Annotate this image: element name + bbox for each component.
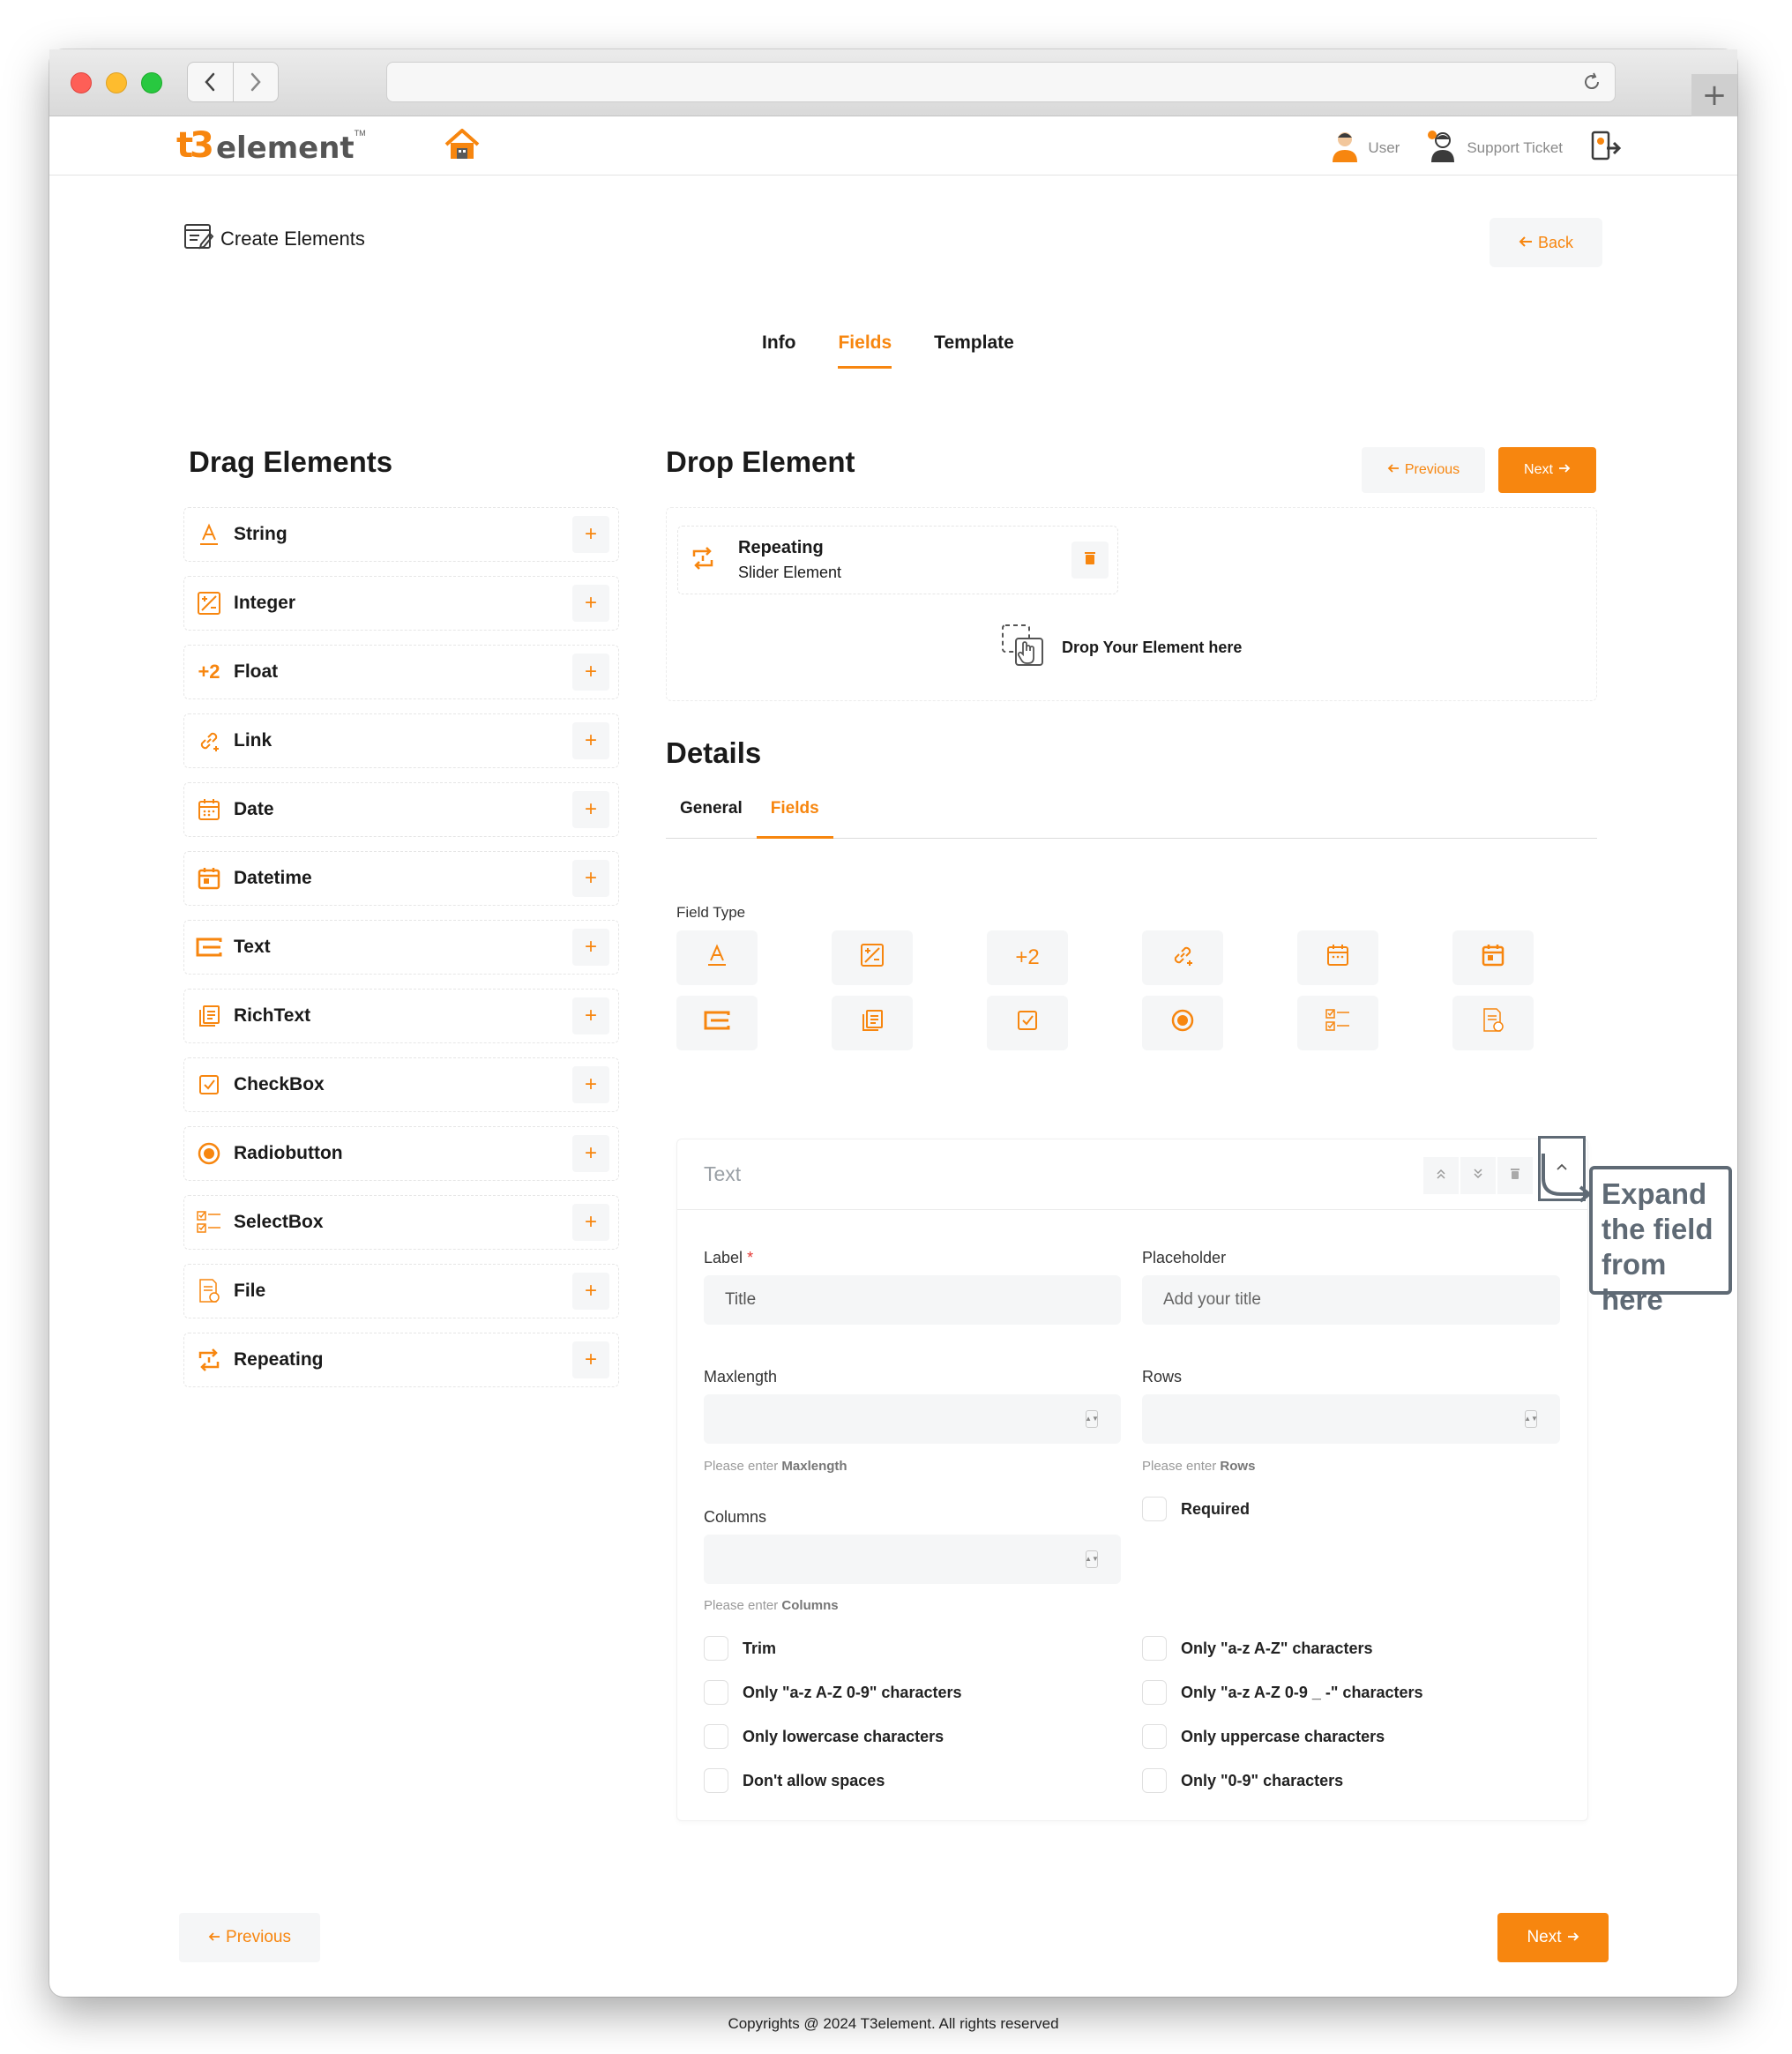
minimize-window-button[interactable] [106,72,127,93]
reload-icon[interactable] [1581,71,1602,97]
add-icon[interactable]: + [572,1204,609,1241]
string-icon [706,944,728,973]
float-icon: +2 [198,661,220,683]
date-icon [1326,944,1349,973]
move-up-button[interactable] [1423,1157,1459,1194]
drag-item-float[interactable] [183,645,619,699]
checkbox-box[interactable] [704,1724,728,1749]
footer-copyright: Copyrights @ 2024 T3element. All rights reserved [728,2015,1059,2032]
add-icon[interactable]: + [572,1341,609,1378]
radiobutton-icon [1171,1009,1194,1038]
browser-titlebar [49,49,1737,116]
trademark-mark: TM [354,129,366,138]
checkbox-label: Only lowercase characters [743,1727,945,1745]
columns-hint [704,1598,839,1613]
checkbox-box[interactable] [1142,1724,1167,1749]
details-tab-fields[interactable]: Fields [757,793,833,839]
placeholder-field-label: Placeholder [1142,1249,1227,1266]
drag-item-date[interactable] [183,782,619,837]
slug-chars-checkbox[interactable] [1142,1680,1423,1705]
new-tab-button[interactable]: + [1691,74,1737,116]
letters-only-checkbox[interactable] [1142,1636,1372,1661]
drag-item-label: Integer [234,593,296,613]
selectbox-icon [195,1208,223,1236]
datetime-icon [195,864,223,893]
forward-arrow-icon[interactable] [234,63,279,101]
field-type-integer-button[interactable] [832,930,913,985]
add-icon[interactable]: + [572,997,609,1034]
field-type-richtext-button[interactable] [832,996,913,1050]
label-label-text: Label [704,1249,743,1266]
logo-text: element [215,131,355,166]
next-button-top[interactable] [1498,447,1596,493]
drag-item-label: Float [234,661,279,682]
drag-item-label: Link [234,730,273,751]
arrow-right-icon [1558,462,1571,478]
maxlength-field-label: Maxlength [704,1368,778,1386]
user-label: User [1368,138,1400,156]
columns-field-label: Columns [704,1508,767,1526]
logout-button[interactable] [1589,129,1623,167]
float-icon: +2 [1015,945,1040,969]
details-tabs [666,793,1597,839]
drag-item-radiobutton[interactable] [183,1126,619,1181]
drag-drop-hand-icon [1000,623,1046,673]
page-title [183,221,365,257]
tab-template[interactable]: Template [934,332,1014,353]
drop-element-title: Drop Element [666,445,855,478]
add-icon[interactable]: + [572,1273,609,1310]
checkbox-label: Only "a-z A-Z 0-9" characters [743,1683,962,1701]
drop-hint-text: Drop Your Element here [1062,639,1243,656]
repeating-icon [195,1346,223,1374]
drag-item-label: RichText [234,1005,311,1026]
rows-field-label: Rows [1142,1368,1183,1386]
datetime-icon [1482,944,1505,973]
field-type-float-button[interactable] [987,930,1068,985]
alphanumeric-checkbox[interactable] [704,1680,961,1705]
logout-icon [1589,129,1623,167]
drag-elements-list [183,507,619,1401]
drop-hint [1000,623,1242,673]
back-button[interactable] [1490,218,1602,267]
add-icon[interactable]: + [572,860,609,897]
previous-button-bottom[interactable] [179,1913,320,1962]
drag-elements-title: Drag Elements [189,445,393,478]
checkbox-box[interactable] [704,1768,728,1793]
trash-icon [1510,1168,1520,1184]
hint-prefix: Please enter [704,1459,779,1474]
string-icon [195,520,223,549]
field-type-radiobutton-button[interactable] [1142,996,1223,1050]
required-checkbox[interactable] [1142,1497,1250,1521]
support-ticket-label: Support Ticket [1467,138,1563,156]
label-input[interactable]: Title [704,1275,1121,1325]
checkbox-box[interactable] [1142,1497,1167,1521]
add-icon[interactable]: + [572,654,609,691]
drag-item-datetime[interactable] [183,851,619,906]
field-config-panel [676,1139,1588,1821]
tab-fields[interactable]: Fields [838,332,892,369]
digits-only-checkbox[interactable] [1142,1768,1343,1793]
checkbox-box[interactable] [1142,1680,1167,1705]
number-stepper-icon[interactable]: ▲▼ [1525,1410,1537,1428]
hint-key: Columns [781,1598,839,1613]
close-window-button[interactable] [71,72,92,93]
repeating-icon [691,546,715,575]
number-stepper-icon[interactable]: ▲▼ [1086,1410,1098,1428]
no-spaces-checkbox[interactable] [704,1768,885,1793]
checkbox-label: Trim [743,1639,777,1657]
drag-item-richtext[interactable] [183,989,619,1043]
checkbox-label: Only uppercase characters [1181,1727,1385,1745]
drop-zone[interactable] [666,507,1597,701]
checkbox-icon [1017,1010,1038,1037]
hint-key: Maxlength [781,1459,847,1474]
field-panel-header [677,1139,1587,1210]
back-arrow-icon[interactable] [188,63,234,101]
back-label: Back [1537,233,1574,251]
checkbox-box[interactable] [1142,1636,1167,1661]
field-panel-actions [1423,1157,1533,1194]
add-icon[interactable]: + [572,516,609,553]
next-label: Next [1527,1928,1562,1946]
drag-item-selectbox[interactable] [183,1195,619,1250]
arrow-left-icon [208,1928,220,1947]
previous-label: Previous [1404,462,1460,477]
user-avatar-icon [1329,129,1361,167]
checkbox-label: Only "0-9" characters [1181,1771,1344,1789]
field-type-date-button[interactable] [1297,930,1378,985]
text-icon [195,933,223,961]
checkbox-label: Don't allow spaces [743,1771,885,1789]
logo-mark: t3 [176,125,211,166]
next-label: Next [1524,462,1553,477]
delete-element-button[interactable] [1071,542,1109,579]
field-type-text-button[interactable] [676,996,758,1050]
link-icon [1170,943,1195,974]
number-stepper-icon[interactable]: ▲▼ [1086,1550,1098,1568]
field-type-datetime-button[interactable] [1452,930,1534,985]
field-type-label: Field Type [676,904,746,921]
app-header [49,116,1737,176]
richtext-icon [195,1002,223,1030]
drag-item-file[interactable] [183,1264,619,1318]
field-type-string-button[interactable] [676,930,758,985]
drag-item-label: Radiobutton [234,1143,343,1163]
chevrons-down-icon [1472,1168,1484,1184]
create-elements-icon [183,221,213,257]
arrow-left-icon [1519,234,1533,252]
richtext-icon [861,1009,884,1038]
add-icon[interactable]: + [572,585,609,622]
checkbox-box[interactable] [704,1680,728,1705]
checkbox-label: Only "a-z A-Z 0-9 _ -" characters [1181,1683,1423,1701]
drag-item-repeating[interactable] [183,1333,619,1387]
field-type-file-button[interactable] [1452,996,1534,1050]
required-label: Required [1181,1499,1251,1518]
details-title: Details [666,736,762,769]
checkbox-box[interactable] [704,1636,728,1661]
hint-prefix: Please enter [704,1598,779,1613]
address-bar[interactable] [386,62,1616,102]
move-down-button[interactable] [1460,1157,1496,1194]
checkbox-icon [195,1071,223,1099]
main-content [49,176,1737,2032]
maxlength-hint [704,1459,847,1474]
file-icon [195,1277,223,1305]
add-icon[interactable]: + [572,791,609,828]
integer-icon [860,943,885,974]
label-field-label [704,1249,753,1267]
drag-item-label: CheckBox [234,1074,325,1094]
add-icon[interactable]: + [572,1066,609,1103]
field-type-link-button[interactable] [1142,930,1223,985]
drag-item-label: String [234,524,287,544]
text-icon [704,1010,730,1037]
checkbox-label: Only "a-z A-Z" characters [1181,1639,1373,1657]
next-button-bottom[interactable] [1497,1913,1609,1962]
maxlength-input[interactable] [704,1394,1121,1444]
browser-nav-buttons [187,62,279,102]
drag-item-label: Repeating [234,1349,324,1370]
hint-key: Rows [1220,1459,1256,1474]
add-icon[interactable]: + [572,929,609,966]
add-icon[interactable]: + [572,1135,609,1172]
radiobutton-icon [195,1139,223,1168]
field-type-checkbox-button[interactable] [987,996,1068,1050]
date-icon [195,795,223,824]
drag-item-text[interactable] [183,920,619,975]
placeholder-input[interactable]: Add your title [1142,1275,1560,1325]
required-asterisk: * [747,1249,754,1266]
t3element-logo[interactable] [176,125,366,166]
drag-item-label: File [234,1281,266,1301]
drag-item-label: Date [234,799,274,819]
support-ticket-menu[interactable] [1426,129,1563,167]
user-menu[interactable] [1329,129,1400,167]
dropped-element-subtitle: Slider Element [738,564,842,581]
rows-input[interactable] [1142,1394,1560,1444]
expand-callout: Expand the field from here [1589,1166,1732,1295]
delete-field-button[interactable] [1497,1157,1533,1194]
previous-button-top[interactable] [1362,447,1485,493]
home-icon[interactable] [443,125,482,168]
browser-window [49,49,1737,2032]
drag-item-label: Text [234,937,271,957]
header-actions [1329,129,1623,167]
uppercase-checkbox[interactable] [1142,1724,1385,1749]
drag-item-label: Datetime [234,868,312,888]
file-icon [1481,1007,1505,1040]
drag-item-link[interactable] [183,713,619,768]
drag-item-checkbox[interactable] [183,1057,619,1112]
previous-label: Previous [226,1928,291,1946]
trim-checkbox[interactable] [704,1636,776,1661]
drag-item-string[interactable] [183,507,619,562]
field-type-grid [676,930,1594,1050]
trash-icon [1084,551,1096,570]
chevrons-up-icon [1435,1168,1447,1184]
support-agent-icon [1426,129,1460,167]
drag-item-label: SelectBox [234,1212,324,1232]
selectbox-icon [1325,1008,1351,1039]
field-type-selectbox-button[interactable] [1297,996,1378,1050]
hint-prefix: Please enter [1142,1459,1217,1474]
add-icon[interactable]: + [572,722,609,759]
dropped-element-title: Repeating [738,538,824,557]
columns-input[interactable] [704,1535,1121,1584]
arrow-left-icon [1387,462,1400,478]
arrow-right-icon [1567,1928,1579,1947]
drag-item-integer[interactable] [183,576,619,631]
maximize-window-button[interactable] [141,72,162,93]
main-tabs [762,332,1057,369]
tab-info[interactable]: Info [762,332,796,353]
lowercase-checkbox[interactable] [704,1724,944,1749]
dropped-element-card[interactable] [677,526,1118,594]
integer-icon [195,589,223,617]
rows-hint [1142,1459,1255,1474]
checkbox-box[interactable] [1142,1768,1167,1793]
field-panel-title: Text [704,1162,742,1185]
link-icon [195,727,223,755]
page-title-text: Create Elements [220,228,365,250]
details-tab-general[interactable]: General [680,799,743,818]
